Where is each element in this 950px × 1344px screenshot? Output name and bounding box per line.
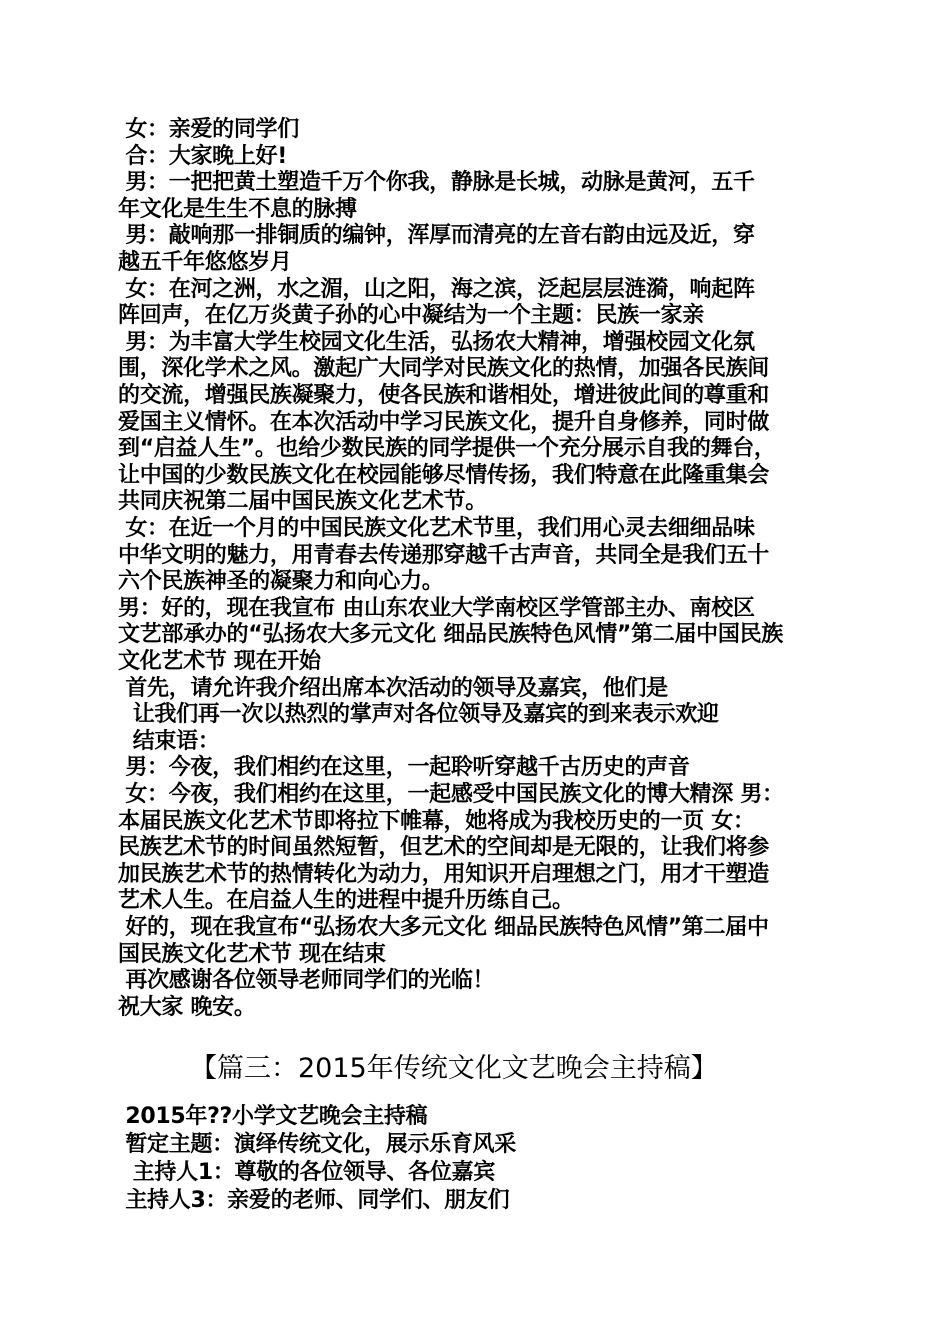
text-line: 文艺部承办的“弘扬农大多元文化 细品民族特色风情”第二届中国民族 xyxy=(118,622,783,648)
text-line: 到“启益人生”。也给少数民族的同学提供一个充分展示自我的舞台， xyxy=(118,436,776,462)
text-line: 本届民族文化艺术节即将拉下帷幕，她将成为我校历史的一页 女： xyxy=(118,808,755,834)
section-line: 2015年??小学文艺晚会主持稿 xyxy=(118,1104,428,1129)
text-line: 艺术人生。在启益人生的进程中提升历练自己。 xyxy=(118,888,574,914)
text-line: 男：一把把黄土塑造千万个你我，静脉是长城，动脉是黄河，五千 xyxy=(118,170,755,196)
text-line: 女：今夜，我们相约在这里，一起感受中国民族文化的博大精深 男： xyxy=(118,782,784,807)
text-line: 爱国主义情怀。在本次活动中学习民族文化，提升自身修养，同时做 xyxy=(118,409,770,435)
text-line: 加民族艺术节的热情转化为动力，用知识开启理想之门，用才干塑造 xyxy=(118,861,770,887)
text-line: 让中国的少数民族文化在校园能够尽情传扬，我们特意在此隆重集会 xyxy=(118,462,770,488)
text-line: 女：亲爱的同学们 xyxy=(118,117,299,142)
text-line: 男：敲响那一排铜质的编钟，浑厚而清亮的左音右韵由远及近，穿 xyxy=(118,223,755,249)
text-line: 合：大家晚上好! xyxy=(118,143,287,169)
section-line: 暂定主题：演绎传统文化，展示乐育风采 xyxy=(118,1132,516,1157)
text-line: 再次感谢各位领导老师同学们的光临！ xyxy=(118,968,495,994)
text-line: 越五千年悠悠岁月 xyxy=(118,250,292,275)
text-line: 的交流，增强民族凝聚力，使各民族和谐相处，增进彼此间的尊重和 xyxy=(118,383,770,408)
text-line: 阵回声，在亿万炎黄子孙的心中凝结为一个主题：民族一家亲 xyxy=(118,303,704,329)
text-line: 女：在近一个月的中国民族文化艺术节里，我们用心灵去细细品味 xyxy=(118,516,755,541)
text-line: 女：在河之洲，水之湄，山之阳，海之滨，泛起层层涟漪，响起阵 xyxy=(118,276,755,302)
text-line: 男：为丰富大学生校园文化生活，弘扬农大精神，增强校园文化氛 xyxy=(118,329,755,355)
text-line: 祝大家 晚安。 xyxy=(118,994,256,1020)
text-line: 好的，现在我宣布“弘扬农大多元文化 细品民族特色风情”第二届中 xyxy=(118,915,769,940)
text-line: 男：今夜，我们相约在这里，一起聆听穿越千古历史的声音 xyxy=(118,755,690,781)
text-line: 结束语： xyxy=(118,728,220,754)
text-line: 男：好的，现在我宣布 由山东农业大学南校区学管部主办、南校区 xyxy=(118,595,755,621)
text-line: 围，深化学术之风。激起广大同学对民族文化的热情，加强各民族间 xyxy=(118,356,770,382)
text-line: 首先，请允许我介绍出席本次活动的领导及嘉宾，他们是 xyxy=(118,675,668,701)
text-line: 文化艺术节 现在开始 xyxy=(118,649,321,674)
section-line: 主持人1：尊敬的各位领导、各位嘉宾 xyxy=(118,1160,495,1185)
text-line: 六个民族神圣的凝聚力和向心力。 xyxy=(118,569,444,595)
text-line: 中华文明的魅力，用青春去传递那穿越千古声音，共同全是我们五十 xyxy=(118,542,770,568)
section-line: 主持人3：亲爱的老师、同学们、朋友们 xyxy=(118,1188,510,1213)
text-line: 年文化是生生不息的脉搏 xyxy=(118,196,357,222)
text-line: 国民族文化艺术节 现在结束 xyxy=(118,941,386,967)
section-heading: 【篇三：2015年传统文化文艺晚会主持稿】 xyxy=(190,1053,718,1084)
text-line: 让我们再一次以热烈的掌声对各位领导及嘉宾的到来表示欢迎 xyxy=(118,702,719,728)
text-line: 民族艺术节的时间虽然短暂，但艺术的空间却是无限的，让我们将参 xyxy=(118,835,770,861)
text-line: 共同庆祝第二届中国民族文化艺术节。 xyxy=(118,489,487,515)
